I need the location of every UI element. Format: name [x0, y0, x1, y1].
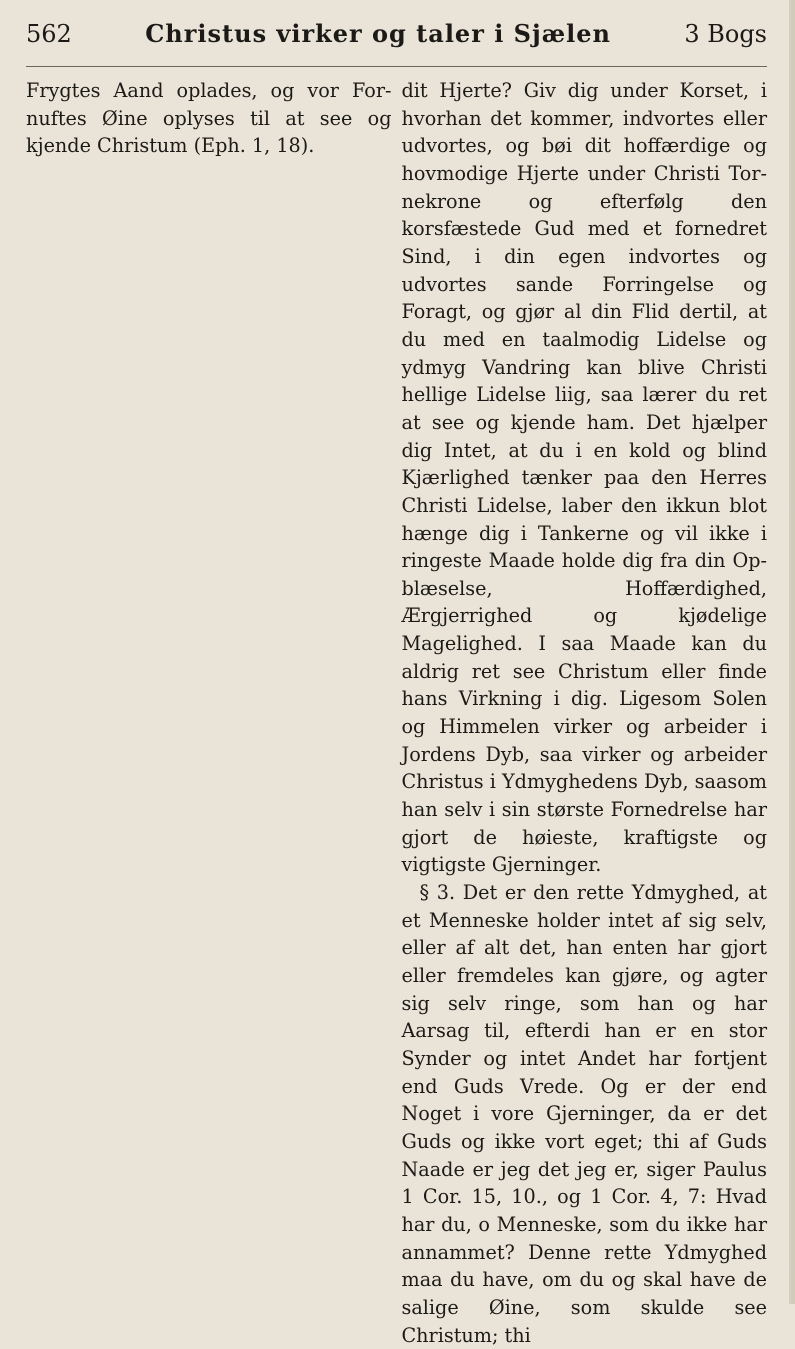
- running-title: Christus virker og taler i Sjælen: [145, 19, 611, 48]
- text-columns: [26, 67, 767, 1349]
- right-column: [402, 77, 768, 1349]
- left-paragraph-1: Frygtes Aand oplades, og vor Fornuftes Øine oplyses til at see og kjende Christum (Eph. 1, 18).: [26, 79, 392, 158]
- right-paragraph-2: § 3. Det er den rette Ydmyghed, at et Menneske holder intet af sig selv, eller af alt det, han enten har gjort eller fremdeles kan gjøre, og agter sig selv ringe, som han og har Aarsag til, efterdi han er en stor Synder og intet Andet har fortjent end Guds Vrede. Og er der end Noget i vore Gjerninger, da er det Guds og ikke vort eget; thi af Guds Naade er jeg det jeg er, siger Paulus 1 Cor. 15, 10., og 1 Cor. 4, 7: Hvad har du, o Menneske, som du ikke har annammet? Denne rette Ydmyghed maa du have, om du og skal have de salige Øine, som skulde see Christum; thi: [401, 881, 767, 1347]
- left-column: [26, 77, 392, 1349]
- right-paragraph-1: dit Hjerte? Giv dig under Korset, i hvorhan det kommer, indvortes eller udvortes, og bøi dit hoffærdige og hovmodige Hjerte under Christi Tornekrone og efterfølg den korsfæstede Gud med et fornedret Sind, i din egen indvortes og udvortes sande Forringelse og Foragt, og gjør al din Flid dertil, at du med en taalmodig Lidelse og ydmyg Vandring kan blive Christi hellige Lidelse liig, saa lærer du ret at see og kjende ham. Det hjælper dig Intet, at du i en kold og blind Kjærlighed tænker paa den Herres Christi Lidelse, laber den ikkun blot hænge dig i Tankerne og vil ikke i ringeste Maade holde dig fra din Opblæselse, Hoffærdighed, Ærgjerrighed og kjødelige Magelighed. I saa Maade kan du aldrig ret see Christum eller finde hans Virkning i dig. Ligesom Solen og Himmelen virker og arbeider i Jordens Dyb, saa virker og arbeider Christus i Ydmyghedens Dyb, saasom han selv i sin største Fornedrelse har gjort de høieste, kraftigste og vigtigste Gjerninger.: [401, 79, 767, 877]
- page-edge: [789, 0, 795, 1304]
- book-label: 3 Bogs: [684, 20, 767, 48]
- page-number: 562: [26, 20, 72, 48]
- page-header: [26, 18, 767, 67]
